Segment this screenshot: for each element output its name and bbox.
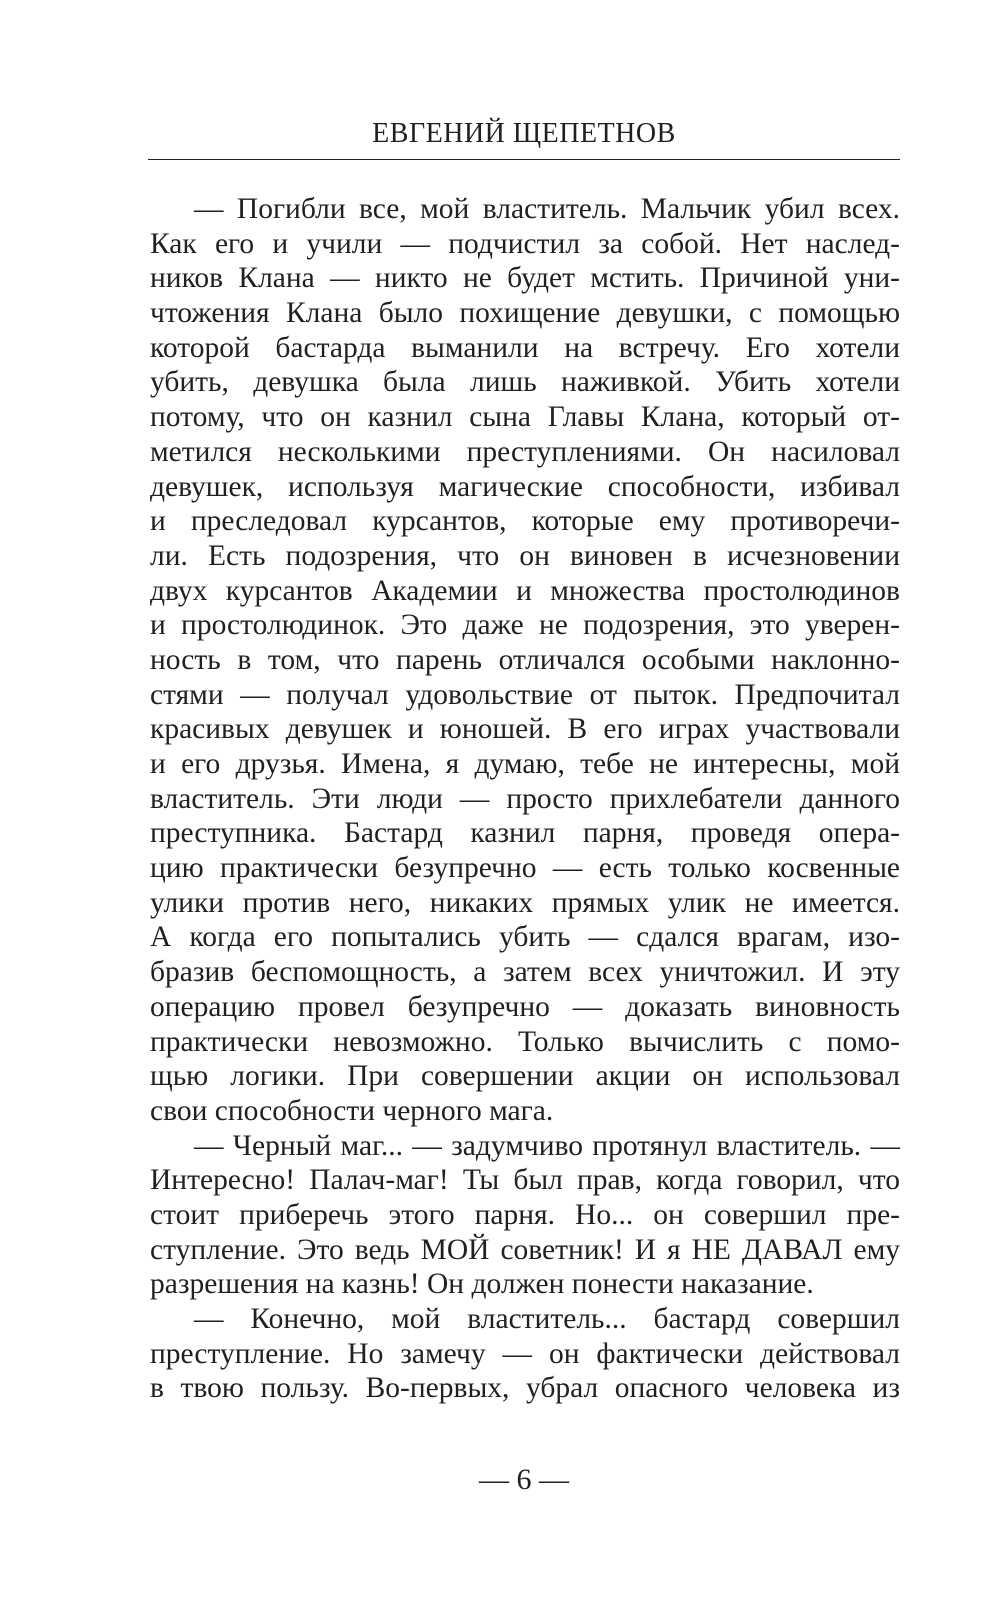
text-line: ли. Есть подозрения, что он виновен в исчезновении: [150, 539, 900, 572]
page-number: — 6 —: [479, 1463, 569, 1496]
text-line: — Погибли все, мой властитель. Мальчик убил всех.: [194, 193, 900, 225]
text-line: — Конечно, мой властитель... бастард совершил: [194, 1303, 900, 1335]
text-line: преступника. Бастард казнил парня, проведя опера-: [150, 817, 900, 850]
text-line: стями — получал удовольствие от пыток. Предпочитал: [150, 678, 900, 711]
header-rule: [148, 159, 900, 160]
text-line: которой бастарда выманили на встречу. Его хотели: [150, 331, 900, 364]
text-line: двух курсантов Академии и множества простолюдинов: [150, 574, 900, 607]
text-line: — Черный маг... — задумчиво протянул властитель. —: [194, 1129, 900, 1162]
text-line: ступление. Это ведь МОЙ советник! И я НЕ ДАВАЛ ему: [150, 1233, 900, 1266]
text-line: стоит приберечь этого парня. Но... он совершил пре-: [150, 1198, 900, 1231]
text-line: ников Клана — никто не будет мстить. Причиной уни-: [150, 262, 900, 295]
text-line: операцию провел безупречно — доказать виновность: [150, 990, 900, 1023]
text-line: разрешения на казнь! Он должен понести наказание.: [150, 1268, 814, 1301]
text-line: Интересно! Палач-маг! Ты был прав, когда говорил, что: [150, 1164, 900, 1197]
body-text: [150, 192, 900, 1406]
text-line: и простолюдинок. Это даже не подозрения, это уверен-: [150, 609, 900, 642]
text-line: преступление. Но замечу — он фактически действовал: [150, 1337, 900, 1370]
text-line: потому, что он казнил сына Главы Клана, который от-: [150, 401, 900, 434]
text-line: и его друзья. Имена, я думаю, тебе не интересны, мой: [150, 748, 900, 780]
text-line: улики против него, никаких прямых улик не имеется.: [150, 886, 900, 919]
text-line: ность в том, что парень отличался особыми наклонно-: [150, 643, 900, 676]
text-line: щью логики. При совершении акции он использовал: [150, 1060, 900, 1093]
text-line: метился несколькими преступлениями. Он насиловал: [150, 435, 900, 468]
text-line: красивых девушек и юношей. В его играх участвовали: [150, 713, 900, 746]
text-line: практически невозможно. Только вычислить с помо-: [150, 1025, 900, 1058]
text-line: А когда его попытались убить — сдался врагам, изо-: [150, 921, 900, 954]
text-line: в твою пользу. Во-первых, убрал опасного человека из: [150, 1372, 900, 1405]
text-line: чтожения Клана было похищение девушки, с помощью: [150, 297, 900, 330]
running-head: ЕВГЕНИЙ ЩЕПЕТНОВ: [372, 118, 676, 149]
text-line: цию практически безупречно — есть только косвенные: [150, 852, 900, 885]
text-line: властитель. Эти люди — просто прихлебатели данного: [150, 782, 900, 815]
text-line: убить, девушка была лишь наживкой. Убить хотели: [150, 366, 900, 399]
text-line: Как его и учили — подчистил за собой. Нет наслед-: [150, 227, 900, 260]
text-line: девушек, используя магические способности, избивал: [150, 470, 900, 503]
text-line: и преследовал курсантов, которые ему противоречи-: [150, 505, 900, 538]
text-line: свои способности черного мага.: [150, 1094, 554, 1127]
text-line: бразив беспомощность, а затем всех уничтожил. И эту: [150, 956, 900, 989]
